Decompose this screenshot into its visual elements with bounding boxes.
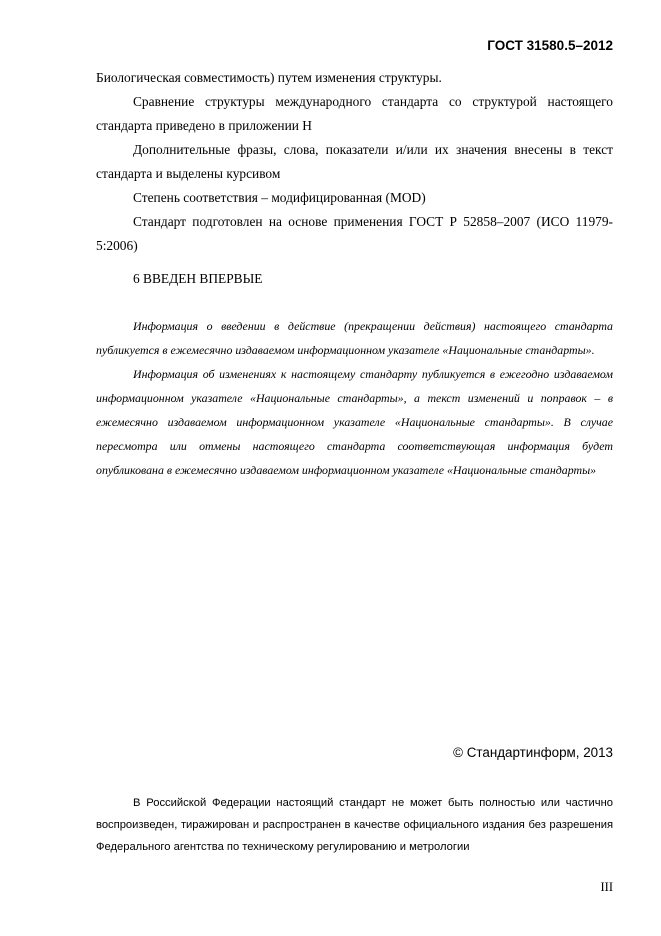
- body-text: [96, 66, 613, 258]
- body-paragraph-structure-comparison: Сравнение структуры международного стандарта со структурой настоящего стандарта приведено в приложении Н: [96, 94, 613, 133]
- body-paragraph-continuation: Биологическая совместимость) путем изменения структуры.: [96, 70, 442, 85]
- note-paragraph-changes: Информация об изменениях к настоящему стандарту публикуется в ежегодно издаваемом информационном указателе «Национальные стандарты», а текст изменений и поправок – в ежемесячно издаваемом информационном указателе «Национальные стандарты». В случае пересмотра или отмены настоящего стандарта соответствующая информация будет опубликована в ежемесячно издаваемом информационном указателе «Национальные стандарты»: [96, 367, 613, 477]
- note-paragraph-introduction: Информация о введении в действие (прекращении действия) настоящего стандарта публикуется в ежемесячно издаваемом информационном указателе «Национальные стандарты».: [96, 319, 613, 357]
- body-paragraph-prepared-basis: Стандарт подготовлен на основе применения ГОСТ Р 52858–2007 (ИСО 11979-5:2006): [96, 214, 613, 253]
- section-heading: 6 ВВЕДЕН ВПЕРВЫЕ: [133, 271, 263, 286]
- publication-notes: [96, 314, 613, 482]
- body-paragraph-additional-phrases: Дополнительные фразы, слова, показатели и/или их значения внесены в текст стандарта и выделены курсивом: [96, 142, 613, 181]
- standard-code-header: ГОСТ 31580.5–2012: [487, 38, 613, 53]
- legal-paragraph: В Российской Федерации настоящий стандарт не может быть полностью или частично воспроизведен, тиражирован и распространен в качестве официального издания без разрешения Федерального агентства по техническому регулированию и метрологии: [96, 797, 613, 853]
- page-number: III: [600, 880, 613, 894]
- body-paragraph-conformity-degree: Степень соответствия – модифицированная (MOD): [133, 190, 426, 205]
- copyright-notice: © Стандартинформ, 2013: [453, 745, 613, 760]
- legal-notice: [96, 792, 613, 858]
